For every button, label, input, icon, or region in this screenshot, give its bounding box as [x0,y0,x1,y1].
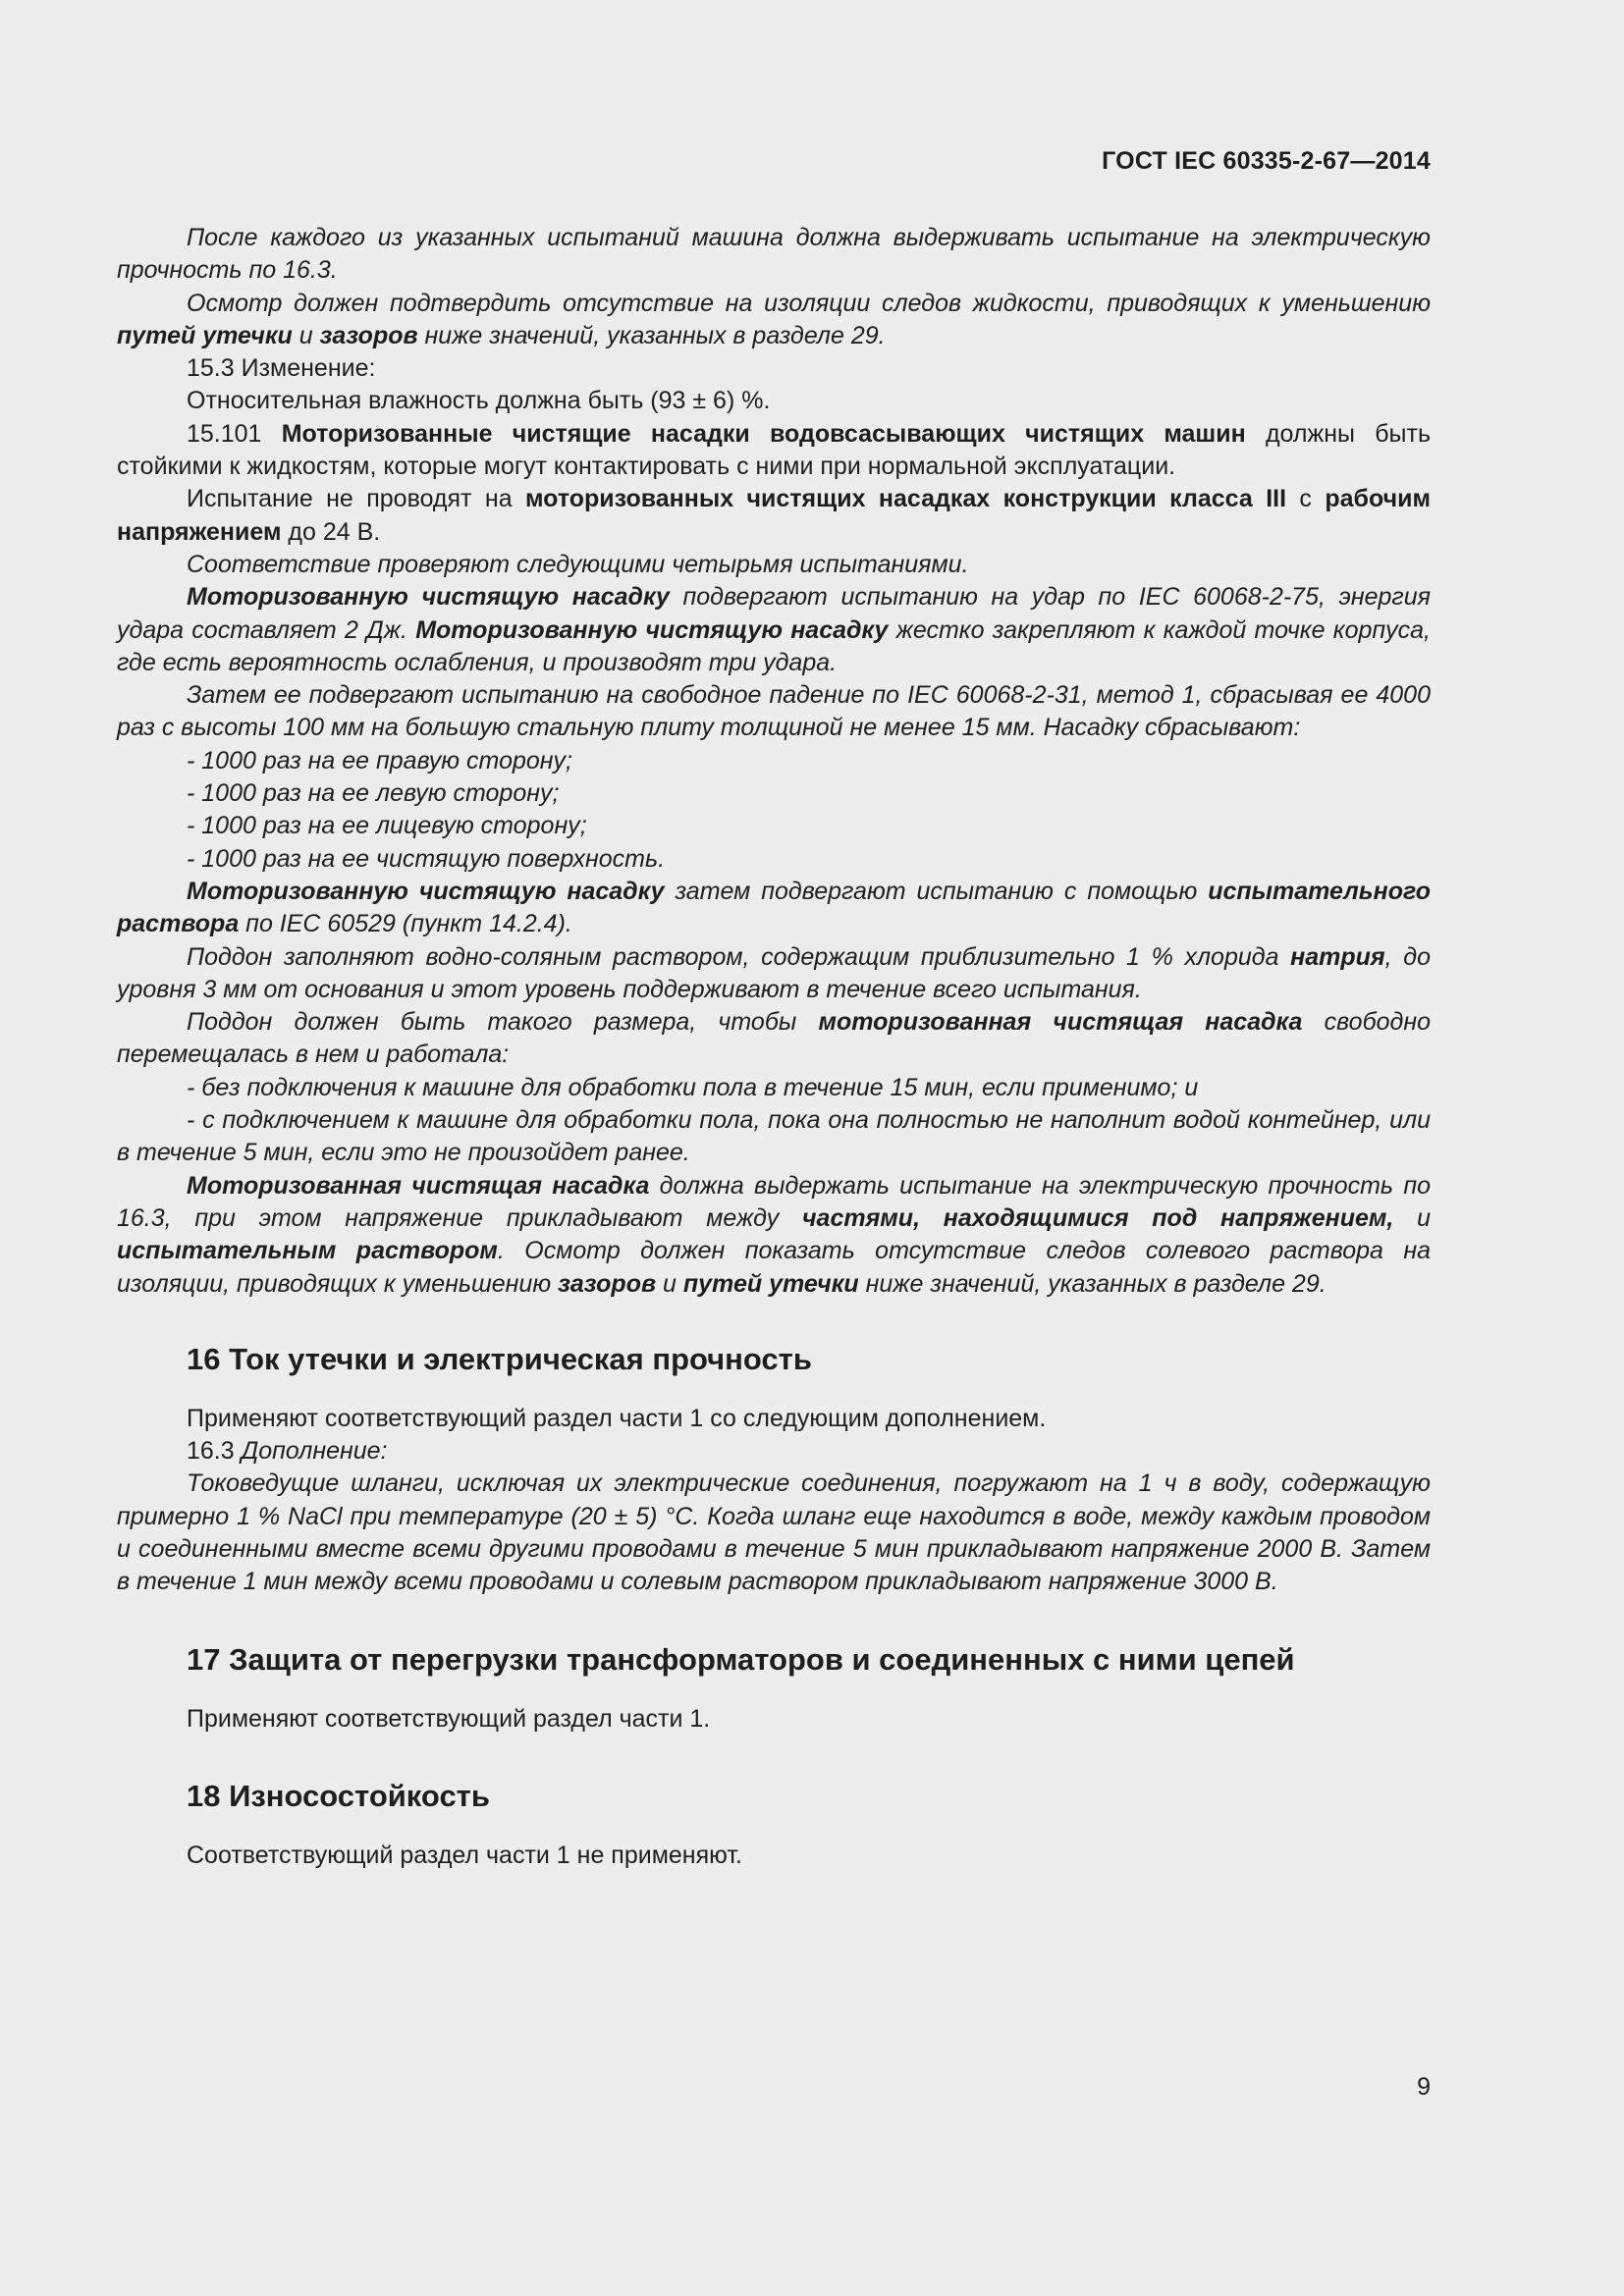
paragraph: Токоведущие шланги, исключая их электрические соединения, погружают на 1 ч в воду, содержащую примерно 1 % NaCl при температуре (20 ± 5) °C. Когда шланг еще находится в воде, между каждым проводом и соединенными вместе всеми другими проводами в течение 5 мин прикладывают напряжение 2000 В. Затем в течение 1 мин между всеми проводами и солевым раствором прикладывают напряжение 3000 В. [117,1469,1431,1596]
bold-term: Моторизованные чистящие насадки водовсасывающих чистящих машин [281,419,1246,448]
bold-term: путей утечки [682,1269,859,1298]
list-item: - 1000 раз на ее чистящую поверхность. [187,844,666,873]
bold-term: моторизованных чистящих насадках конструкции класса III [525,485,1287,513]
bold-term: зазоров [319,321,418,349]
paragraph [117,1006,1431,1072]
text-run: Поддон заполняют водно-соляным раствором, содержащим приблизительно 1 % хлорида [187,942,1291,971]
list-item: - 1000 раз на ее лицевую сторону; [187,812,587,840]
list-item: - с подключением к машине для обработки пола, пока она полностью не наполнит водой контейнер, или в течение 5 мин, если это не произойдет ранее. [117,1106,1431,1167]
paragraph: Применяют соответствующий раздел части 1 со следующим дополнением. [187,1404,1047,1432]
text-run: до 24 В. [281,517,381,546]
page-number: 9 [1417,2073,1431,2101]
paragraph: Соответствие проверяют следующими четырьмя испытаниями. [187,550,969,578]
section-heading-17: 17 Защита от перегрузки трансформаторов и соединенных с ними цепей [187,1641,1295,1677]
document-body [117,222,1431,1872]
text-run: Осмотр должен подтвердить отсутствие на изоляции следов жидкости, приводящих к уменьшению [187,289,1431,317]
clause-label: Дополнение: [234,1437,388,1466]
paragraph: После каждого из указанных испытаний машина должна выдерживать испытание на электрическую прочность по 16.3. [117,224,1431,285]
bold-term: зазоров [558,1269,657,1298]
text-run: 15.101 [187,419,282,448]
text-run: свободно перемещалась в нем и работала: [117,1008,1432,1069]
bold-term: частями, находящимися под напряжением, [801,1203,1394,1232]
bold-term: Моторизованную чистящую насадку [187,583,670,612]
paragraph [117,483,1431,549]
bold-term: путей утечки [117,321,293,349]
paragraph [117,1435,1431,1468]
bold-term: натрия [1290,942,1385,971]
bold-term: Моторизованная чистящая насадка [187,1171,650,1200]
paragraph [117,581,1431,679]
paragraph [117,418,1431,484]
paragraph: Применяют соответствующий раздел части 1. [187,1704,711,1733]
bold-term: рабочим напряжением [117,485,1431,546]
list-item: - без подключения к машине для обработки пола в течение 15 мин, если применимо; и [187,1073,1199,1101]
paragraph: Соответствующий раздел части 1 не применяют. [187,1841,742,1869]
text-run: должны быть стойкими к жидкостям, которые могут контактировать с ними при нормальной эксплуатации. [117,419,1431,481]
text-run: . Осмотр должен показать отсутствие следов солевого раствора на изоляции, приводящих к уменьшению [117,1237,1431,1298]
text-run: и [656,1269,683,1298]
text-run: с [1286,485,1326,513]
text-run: ниже значений, указанных в разделе 29. [858,1269,1326,1298]
text-run: по IEC 60529 (пункт 14.2.4). [239,910,572,938]
section-heading-18: 18 Износостойкость [187,1778,490,1813]
list-item: - 1000 раз на ее правую сторону; [187,746,573,774]
paragraph: 15.3 Изменение: [187,354,376,383]
clause-number: 16.3 [187,1437,235,1466]
paragraph [117,941,1431,1007]
bold-term: Моторизованную чистящую насадку [187,877,665,905]
paragraph [117,288,1431,353]
bold-term: моторизованная чистящая насадка [818,1008,1303,1037]
text-run: Поддон должен быть такого размера, чтобы [187,1008,819,1037]
section-heading-16: 16 Ток утечки и электрическая прочность [187,1341,812,1376]
text-run: и [292,321,320,349]
bold-term: Моторизованную чистящую насадку [415,615,889,644]
paragraph [117,1170,1431,1301]
paragraph: Затем ее подвергают испытанию на свободное падение по IEC 60068-2-31, метод 1, сбрасывая ее 4000 раз с высоты 100 мм на большую стальную плиту толщиной не менее 15 мм. Насадку сбрасывают: [117,681,1431,742]
text-run: подвергают испытанию на удар по IEC 60068-2-75, энергия удара составляет 2 Дж. [117,583,1431,644]
text-run: должна выдержать испытание на электрическую прочность по 16.3, при этом напряжение прикладывают между [117,1171,1431,1232]
text-run: , до уровня 3 мм от основания и этот уровень поддерживают в течение всего испытания. [117,942,1431,1003]
text-run: и [1393,1203,1431,1232]
text-run: Испытание не проводят на [187,485,526,513]
text-run: жестко закрепляют к каждой точке корпуса, где есть вероятность ослабления, и производят три удара. [117,615,1431,676]
text-run: ниже значений, указанных в разделе 29. [417,321,886,349]
list-item: - 1000 раз на ее левую сторону; [187,779,560,808]
paragraph: Относительная влажность должна быть (93 ± 6) %. [187,387,771,415]
paragraph [117,876,1431,941]
document-header: ГОСТ IEC 60335-2-67—2014 [1102,147,1431,175]
text-run: затем подвергают испытанию с помощью [664,877,1209,905]
bold-term: испытательным раствором [117,1237,498,1265]
bold-term: испытательного раствора [117,877,1431,938]
